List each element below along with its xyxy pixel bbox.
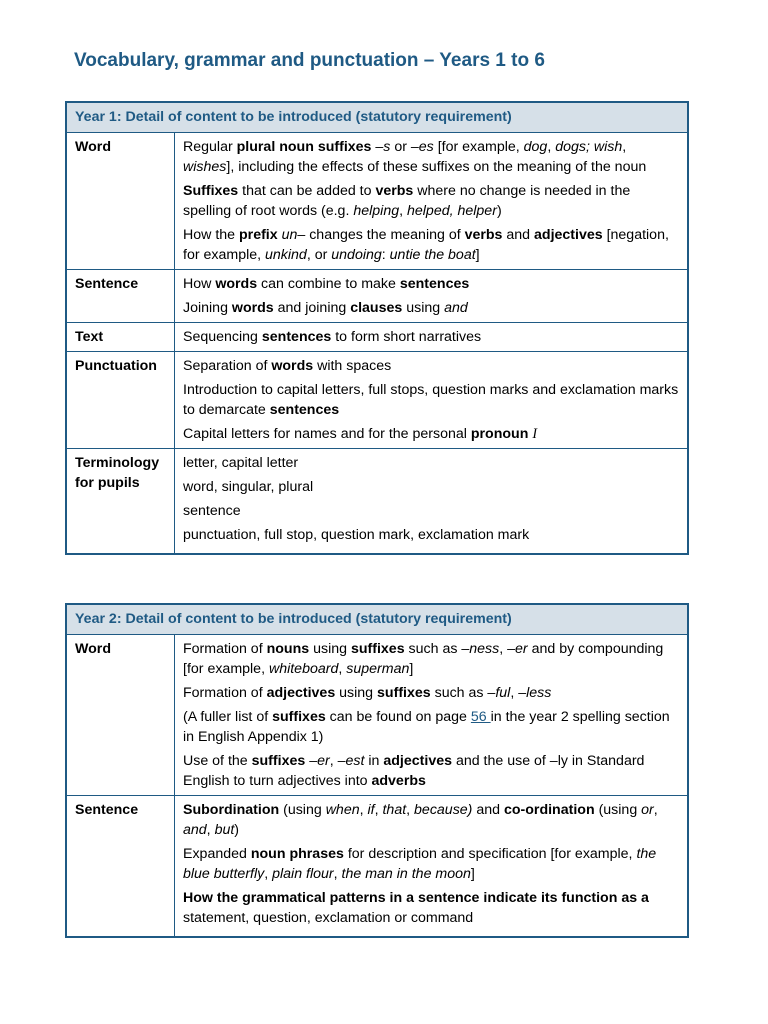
row-content-word <box>175 133 689 270</box>
year1-row-sentence <box>66 270 688 323</box>
terminology-item: word, singular, plural <box>183 479 314 495</box>
year1-row-punctuation <box>66 352 688 449</box>
content-paragraph: Capital letters for names and for the personal pronoun I <box>183 426 538 442</box>
year2-row-sentence <box>66 796 688 938</box>
content-paragraph: (A fuller list of suffixes can be found on page 56 in the year 2 spelling section in English Appendix 1) <box>183 709 670 745</box>
content-paragraph: How words can combine to make sentences <box>183 276 470 292</box>
row-content-sentence <box>175 796 689 938</box>
row-content-terminology <box>175 449 689 555</box>
content-paragraph: Regular plural noun suffixes –s or –es [for example, dog, dogs; wish, wishes], including the effects of these suffixes on the meaning of the noun <box>183 139 647 175</box>
row-content-word <box>175 635 689 796</box>
row-content-sentence <box>175 270 689 323</box>
content-paragraph: Formation of adjectives using suffixes such as –ful, –less <box>183 685 552 701</box>
row-label-terminology: Terminology for pupils <box>66 449 175 555</box>
content-paragraph: Formation of nouns using suffixes such as –ness, –er and by compounding [for example, whiteboard, superman] <box>183 641 664 677</box>
terminology-item: letter, capital letter <box>183 455 299 471</box>
year1-row-text <box>66 323 688 352</box>
content-paragraph: Subordination (using when, if, that, because) and co-ordination (using or, and, but) <box>183 802 658 838</box>
content-paragraph: Use of the suffixes –er, –est in adjectives and the use of –ly in Standard English to turn adjectives into adverbs <box>183 753 645 789</box>
page-56-link[interactable]: 56 <box>470 709 491 725</box>
terminology-item: sentence <box>183 503 241 519</box>
content-paragraph: Sequencing sentences to form short narratives <box>183 329 482 345</box>
row-label-word: Word <box>66 133 175 270</box>
row-label-text: Text <box>66 323 175 352</box>
content-paragraph: Joining words and joining clauses using and <box>183 300 468 316</box>
year1-row-terminology <box>66 449 688 555</box>
row-label-sentence: Sentence <box>66 796 175 938</box>
row-label-sentence: Sentence <box>66 270 175 323</box>
year2-heading: Year 2: Detail of content to be introduced (statutory requirement) <box>66 604 688 635</box>
content-paragraph: How the prefix un– changes the meaning of verbs and adjectives [negation, for example, unkind, or undoing: untie the boat] <box>183 227 669 263</box>
row-label-word: Word <box>66 635 175 796</box>
year2-row-word <box>66 635 688 796</box>
row-label-punctuation: Punctuation <box>66 352 175 449</box>
content-paragraph: Separation of words with spaces <box>183 358 392 374</box>
content-paragraph: How the grammatical patterns in a sentence indicate its function as a statement, question, exclamation or command <box>183 890 649 926</box>
content-paragraph: Suffixes that can be added to verbs where no change is needed in the spelling of root words (e.g. helping, helped, helper) <box>183 183 631 219</box>
content-paragraph: Introduction to capital letters, full stops, question marks and exclamation marks to demarcate sentences <box>183 382 679 418</box>
year1-heading: Year 1: Detail of content to be introduced (statutory requirement) <box>66 102 688 133</box>
content-paragraph: Expanded noun phrases for description and specification [for example, the blue butterfly, plain flour, the man in the moon] <box>183 846 657 882</box>
page-title: Vocabulary, grammar and punctuation – Years 1 to 6 <box>74 50 545 71</box>
year2-table <box>65 603 689 938</box>
terminology-item: punctuation, full stop, question mark, exclamation mark <box>183 527 530 543</box>
year1-row-word <box>66 133 688 270</box>
year1-table <box>65 101 689 555</box>
row-content-text <box>175 323 689 352</box>
row-content-punctuation <box>175 352 689 449</box>
